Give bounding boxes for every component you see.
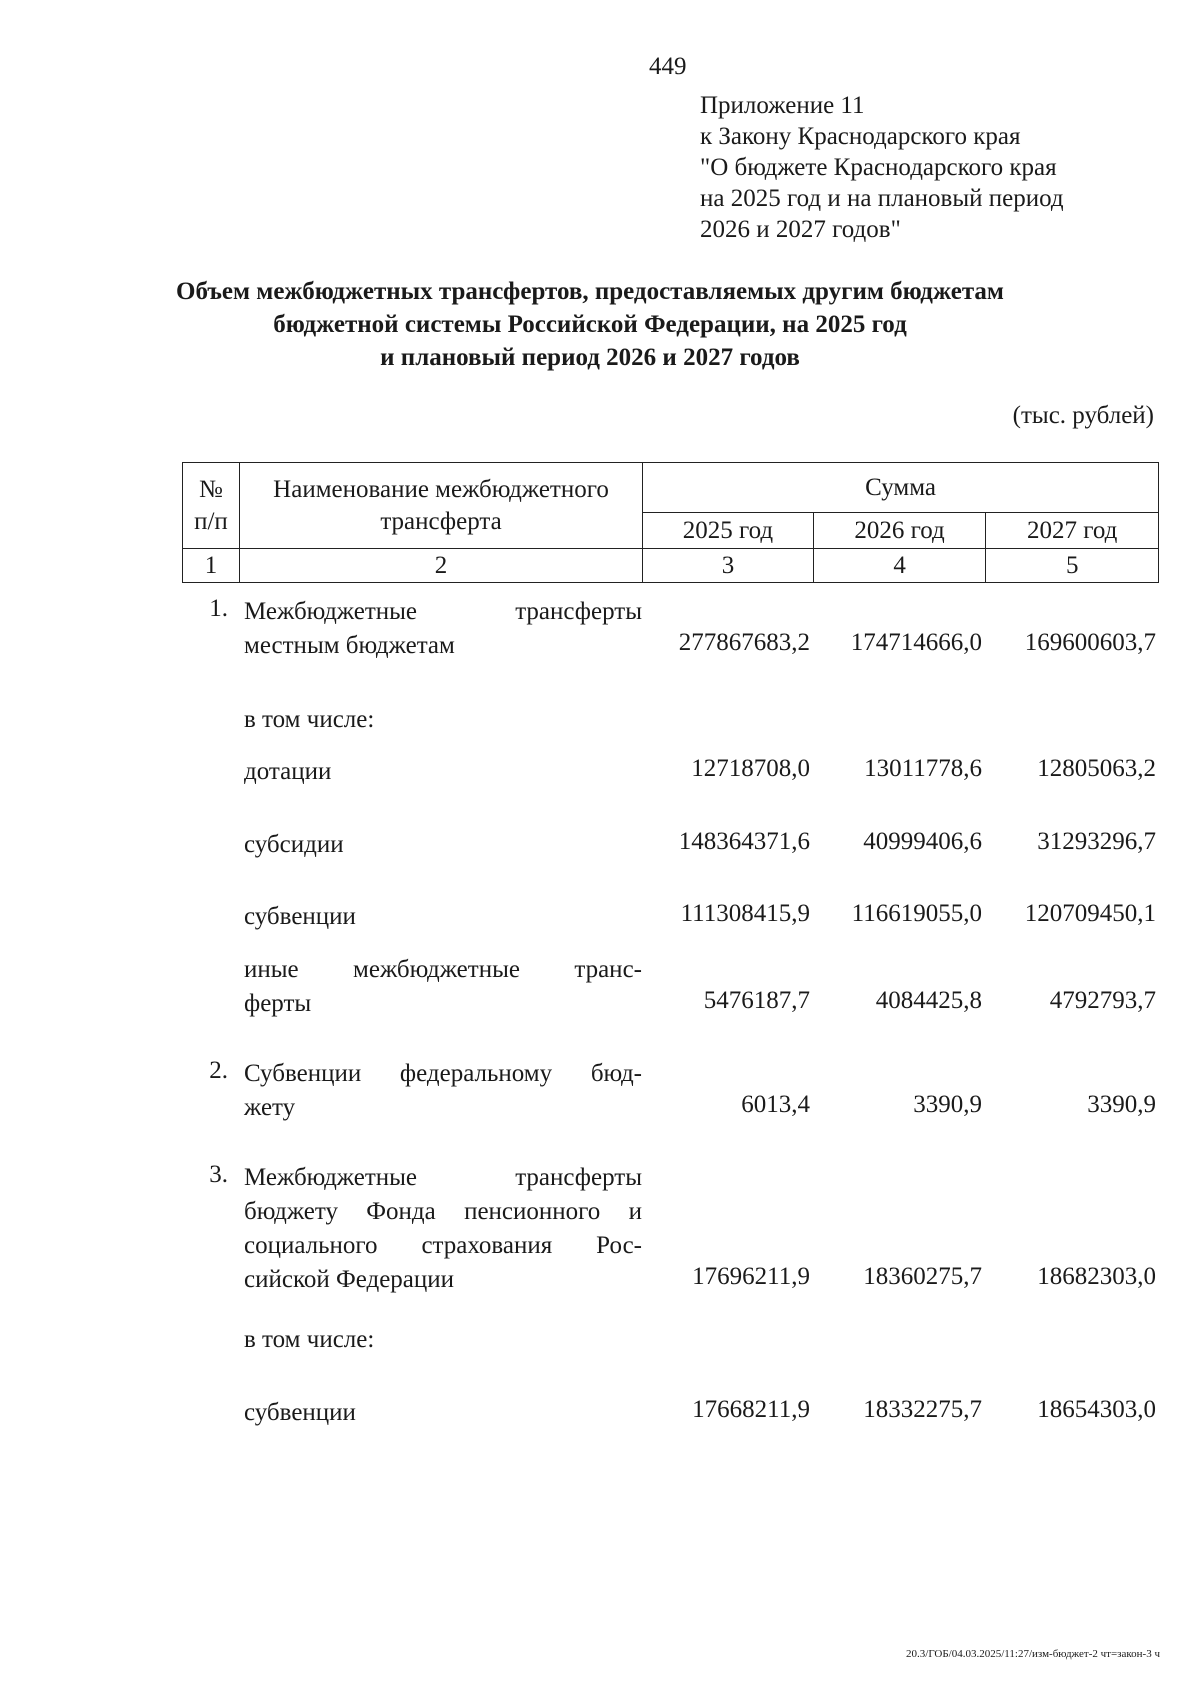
- appendix-line: Приложение 11: [700, 92, 865, 119]
- row-name-line: в том числе:: [244, 1326, 375, 1353]
- row-value-2025: 148364371,6: [678, 828, 810, 855]
- row-name-line: субвенции: [244, 1399, 356, 1426]
- row-name-line: в том числе:: [244, 706, 375, 733]
- row-name-line: дотации: [244, 758, 332, 785]
- title-line: бюджетной системы Российской Федерации, на 2025 год: [273, 311, 907, 338]
- header-sum-label: Сумма: [865, 473, 936, 501]
- row-number: 3.: [209, 1161, 228, 1188]
- row-value-2026: 40999406,6: [863, 828, 982, 855]
- header-sum-cell: [643, 463, 1159, 513]
- row-name-line: ферты: [244, 990, 312, 1017]
- row-name-line: сийской Федерации: [244, 1266, 455, 1293]
- row-name: [244, 1323, 642, 1357]
- row-value-2025: 17668211,9: [692, 1396, 810, 1423]
- column-number-4: 4: [813, 549, 986, 583]
- row-name: [244, 1161, 642, 1297]
- row-name-line: субсидии: [244, 831, 344, 858]
- header-name-label: Наименование межбюджетного трансферта: [273, 475, 609, 535]
- row-value-2027: 12805063,2: [1037, 755, 1156, 782]
- appendix-line: на 2025 год и на плановый период: [700, 185, 1064, 212]
- appendix-block: [700, 90, 1064, 245]
- row-value-2027: 120709450,1: [1024, 900, 1156, 927]
- row-value-2026: 3390,9: [913, 1091, 982, 1118]
- row-name-line: Межбюджетные трансферты: [244, 598, 642, 625]
- row-name: [244, 755, 642, 789]
- row-value-2025: 5476187,7: [703, 987, 810, 1014]
- row-value-2025: 277867683,2: [678, 629, 810, 656]
- row-name: [244, 703, 642, 737]
- row-number: 1.: [209, 595, 228, 622]
- row-name-line: Субвенции федеральному бюд-: [244, 1060, 642, 1087]
- row-value-2027: 4792793,7: [1049, 987, 1156, 1014]
- row-name: [244, 828, 642, 862]
- row-name-line: социального страхования Рос-: [244, 1232, 642, 1259]
- row-name: [244, 953, 642, 1021]
- header-number-symbol: №: [199, 475, 223, 503]
- title-line: Объем межбюджетных трансфертов, предоставляемых другим бюджетам: [176, 278, 1004, 305]
- row-value-2026: 18332275,7: [863, 1396, 982, 1423]
- row-name-line: бюджету Фонда пенсионного и: [244, 1198, 642, 1225]
- row-name: [244, 1396, 642, 1430]
- header-number-abbr: п/п: [194, 507, 228, 535]
- row-name-line: субвенции: [244, 903, 356, 930]
- row-name: [244, 1057, 642, 1125]
- column-number-1: 1: [183, 549, 240, 583]
- row-value-2025: 111308415,9: [680, 900, 810, 927]
- title-line: и плановый период 2026 и 2027 годов: [380, 344, 800, 371]
- row-name-line: местным бюджетам: [244, 632, 455, 659]
- row-name-line: жету: [244, 1094, 296, 1121]
- row-number: 2.: [209, 1057, 228, 1084]
- row-name-line: иные межбюджетные транс-: [244, 956, 642, 983]
- appendix-line: 2026 и 2027 годов": [700, 216, 901, 243]
- header-year-2026: 2026 год: [813, 513, 986, 549]
- row-value-2027: 18654303,0: [1037, 1396, 1156, 1423]
- header-year-2027: 2027 год: [986, 513, 1159, 549]
- row-name: [244, 595, 642, 663]
- footer-code: 20.3/ГОБ/04.03.2025/11:27/изм-бюджет-2 чт=закон-3 ч: [906, 1648, 1160, 1660]
- column-number-2: 2: [239, 549, 642, 583]
- row-name: [244, 900, 642, 934]
- units-label: (тыс. рублей): [1012, 402, 1154, 429]
- document-title: [150, 275, 1030, 374]
- table-header: [182, 462, 1159, 583]
- row-value-2027: 3390,9: [1087, 1091, 1156, 1118]
- row-value-2026: 18360275,7: [863, 1263, 982, 1290]
- page-number: 449: [649, 53, 687, 80]
- appendix-line: к Закону Краснодарского края: [700, 123, 1021, 150]
- row-value-2025: 17696211,9: [692, 1263, 810, 1290]
- row-name-line: Межбюджетные трансферты: [244, 1164, 642, 1191]
- column-number-5: 5: [986, 549, 1159, 583]
- row-value-2027: 31293296,7: [1037, 828, 1156, 855]
- row-value-2026: 116619055,0: [851, 900, 982, 927]
- row-value-2027: 18682303,0: [1037, 1263, 1156, 1290]
- column-number-3: 3: [643, 549, 814, 583]
- row-value-2027: 169600603,7: [1024, 629, 1156, 656]
- row-value-2026: 13011778,6: [864, 755, 982, 782]
- row-value-2025: 6013,4: [741, 1091, 810, 1118]
- row-value-2026: 4084425,8: [875, 987, 982, 1014]
- row-value-2025: 12718708,0: [691, 755, 810, 782]
- appendix-line: "О бюджете Краснодарского края: [700, 154, 1057, 181]
- header-name-cell: [239, 463, 642, 549]
- header-number-cell: [183, 463, 240, 549]
- header-year-2025: 2025 год: [643, 513, 814, 549]
- row-value-2026: 174714666,0: [850, 629, 982, 656]
